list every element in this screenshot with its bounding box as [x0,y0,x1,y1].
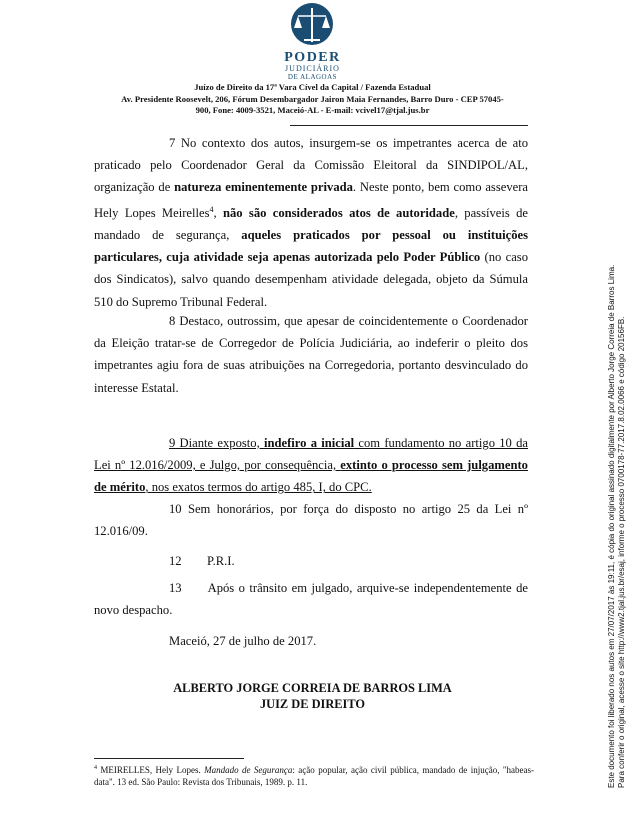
footnote-author: MEIRELLES, Hely Lopes. [97,765,205,775]
brand-line-1: PODER [284,50,341,65]
p8-text: 8 Destaco, outrossim, que apesar de coincidentemente o Coordenador da Eleição tratar-se de Corregedor de Polícia Judiciária, ao indeferir o pleito dos impetrantes agiu fora de suas atribuições na Corregedoria, portanto desvinculado do interesse Estatal. [94,314,528,395]
paragraph-9 [94,432,528,499]
p7-text-a: 7 No contexto dos autos, insurgem-se os impetrantes acerca de ato praticado pelo Coordenador Geral da Comissão Eleitoral da SINDIPOL/AL, organização de [94,136,528,195]
p7-text-f: (no caso dos Sindicatos), salvo quando desempenham atividade delegada, objeto da Súmula 510 do Supremo Tribunal Federal. [94,250,528,309]
p7-bold-2: não são considerados atos de autoridade [223,205,455,220]
court-name: Juízo de Direito da 17ª Vara Cível da Capital / Fazenda Estadual [194,82,431,92]
stamp-line-2: Para conferir o original, acesse o site http://www2.tjal.jus.br/esaj, informe o processo 0700178-77.2017.8.02.0066 e código 20156FB. [617,316,626,788]
p10-text: 10 Sem honorários, por força do disposto no artigo 25 da Lei nº 12.016/09. [94,502,528,539]
brand-line-3: DE ALAGOAS [287,73,338,81]
p13-number: 13 [169,581,182,595]
p9-bold-2: extinto o processo sem julgamento de mérito [94,458,528,495]
p9-text-c: com fundamento no artigo 10 da Lei nº 12.016/2009, e Julgo, por consequência, [94,436,528,473]
p12-number: 12 [169,554,182,568]
header-divider [290,125,528,126]
signature-date: Maceió, 27 de julho de 2017. [169,634,317,648]
footnote-rest: : ação popular, ação civil pública, mandado de injução, "habeas-data". 13 ed. São Paulo: Revista dos Tribunais, 1989. p. 11. [94,765,535,787]
footnote-divider [94,758,244,759]
p7-bold-1: natureza eminentemente privada [174,180,353,195]
footnote-title: Mandado de Segurança [204,765,293,775]
court-emblem-logo [276,2,348,46]
address-line-1: Av. Presidente Roosevelt, 206, Fórum Desembargador Jairon Maia Fernandes, Barro Duro - CEP 57045- [121,94,504,104]
p9-text-a: 9 Diante exposto, [169,436,264,450]
p13-text: Após o trânsito em julgado, arquive-se independentemente de novo despacho. [94,581,528,618]
stamp-line-1: Este documento foi liberado nos autos em 27/07/2017 às 19:11, é cópia do original assinado digitalmente por Alberto Jorge Correia de Barros Lima. [607,264,616,788]
paragraph-10 [94,498,528,542]
paragraph-7 [94,132,528,313]
signer-name: ALBERTO JORGE CORREIA DE BARROS LIMA [173,681,452,695]
footnote-ref: 4 [209,204,214,214]
p7-text-c: . Neste ponto, bem como assevera Hely Lopes Meirelles [94,180,528,220]
brand-line-2: JUDICIÁRIO [285,64,340,73]
p7-text-d: , [213,205,223,220]
footnote-mark: 4 [94,765,97,771]
p7-text-e: , passíveis de mandado de segurança, [94,205,528,242]
paragraph-13 [94,577,528,621]
footnote [94,762,534,788]
digital-signature-stamp [607,188,627,788]
p12-text: P.R.I. [207,554,235,568]
paragraph-8 [94,310,528,399]
p7-bold-3: aqueles praticados por pessoal ou instituições particulares, cuja atividade seja apenas autorizada pelo Poder Público [94,228,529,265]
p9-bold-1: indefiro a inicial [263,436,355,450]
address-line-2: 900, Fone: 4009-3521, Maceió-AL - E-mail: vcivel17@tjal.jus.br [195,105,430,115]
court-address [40,94,585,116]
p9-text-d: , nos exatos termos do artigo 485, I, do CPC. [145,480,372,495]
signer-title: JUIZ DE DIREITO [259,697,366,711]
